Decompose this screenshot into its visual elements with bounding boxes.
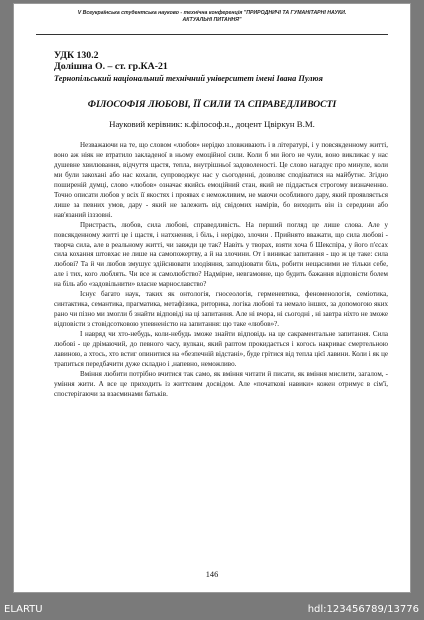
document-page [14, 4, 410, 592]
repository-name: ELARTU [4, 604, 43, 615]
paragraph-4: І навряд чи хто-небудь, коли-небудь зможе знайти відповідь на це сакраментальне запитання. Сила любові - це дрімаючий, до певного часу, вулкан, який раптом прокидається і когось накриває смертельною лавиною, а хтось, хто встиг опинитися на «безпечній відстані», буде грітися від тепла цієї лавини. Коли і як це трапиться передбачити дуже складно і ,напевно, неможливо. [54, 330, 388, 368]
repository-footer [0, 598, 424, 620]
paragraph-3: Існує багато наук, таких як онтологія, гносеологія, герменевтика, феноменологія, семіотика, синтактика, семантика, прагматика, метафізика, риторика, логіка любові та немало інших, за допомогою яких рано чи пізно ми змогли б знайти відповіді на ці запитання. Але ні вчора, ні сьогодні , ні завтра ніхто не зможе відповісти з стовідсотковою упевненістю на запитання: що таке «любов»?. [54, 290, 388, 329]
udk-code: УДК 130.2 [54, 50, 99, 61]
header-rule [36, 34, 388, 35]
paper-body [54, 141, 388, 400]
handle-id: hdl:123456789/13776 [307, 604, 419, 615]
conference-header-line-2: АКТУАЛЬНІ ПИТАННЯ" [182, 16, 242, 23]
author-line: Долішна О. – ст. гр.КА-21 [54, 61, 168, 72]
paragraph-2: Пристрасть, любов, сила любові, справедливість. На перший погляд це лише слова. Але у повсякденному житті це і щастя, і натхнення, і біль, і нерідко, злочин . Прийнято вважати, що сила любові - творча сила, але в реальному житті, чи завжди це так? Навіть у творах, взяти хоча б Шекспіра, у його п'єсах сила кохання штовхає не лише на самопожертву, а й на злочини. От і виникає запитання - що ж це таке: сила любові? Та й чи любов змушує здійснювати злодіяння, заподіювати біль, робити нещасними не тільки себе, але і тих, кого люблять. Чи все ж самолюбство? Надмірне, невгамовне, що будить бажання відповісти болем на біль або «задовільнити» власне марнославство? [54, 220, 388, 289]
affiliation: Тернопільський національний технічний університет імені Івана Пулюя [54, 74, 323, 83]
paragraph-5: Вміння любити потрібно вчитися так само, як вміння читати й писати, як вміння мислити, загалом, - уміння жити. А все це приходить із життєвим досвідом. Але «початкові навики» кожен отримує в сім'ї, спостерігаючи за взаєминами батьків. [54, 369, 388, 398]
conference-header-line-1: V Всеукраїнська студентська науково - технічна конференція "ПРИРОДНИЧІ ТА ГУМАНІТАРНІ НАУКИ. [77, 10, 347, 16]
supervisor-line: Науковий керівник: к.філософ.н., доцент Цвіркун В.М. [109, 119, 315, 129]
paper-title: ФІЛОСОФІЯ ЛЮБОВІ, ЇЇ СИЛИ ТА СПРАВЕДЛИВОСТІ [87, 99, 337, 110]
conference-header [36, 10, 388, 23]
paragraph-1: Незважаючи на те, що словом «любов» нерідко зловживають і в літературі, і у повсякденному житті, воно аж ніяк не втратило закладеної в ньому емоційної сили. Коли б ми його не чули, воно викликає у нас душевне хвилювання, відчуття щастя, тепла, внутрішньої задоволеності. Це слово нагадує про минуле, коли ми були закохані або нас кохали, супроводжує нас у сьогоденні, дозволяє сподіватися на майбутнє. Згідно поширеній думці, слово «любов» означає якийсь емоційний стан, який не піддається строгому визначенню. Точно описати любов у всіх її якостях і проявах є неможливим, не маючи особливого дару, який проявляється лише за певних умов, дару - який не залежить від свідомих намірів, бо виходить він із середини або нав'язаний ізззовні. [54, 141, 388, 219]
page-number: 146 [205, 570, 219, 579]
